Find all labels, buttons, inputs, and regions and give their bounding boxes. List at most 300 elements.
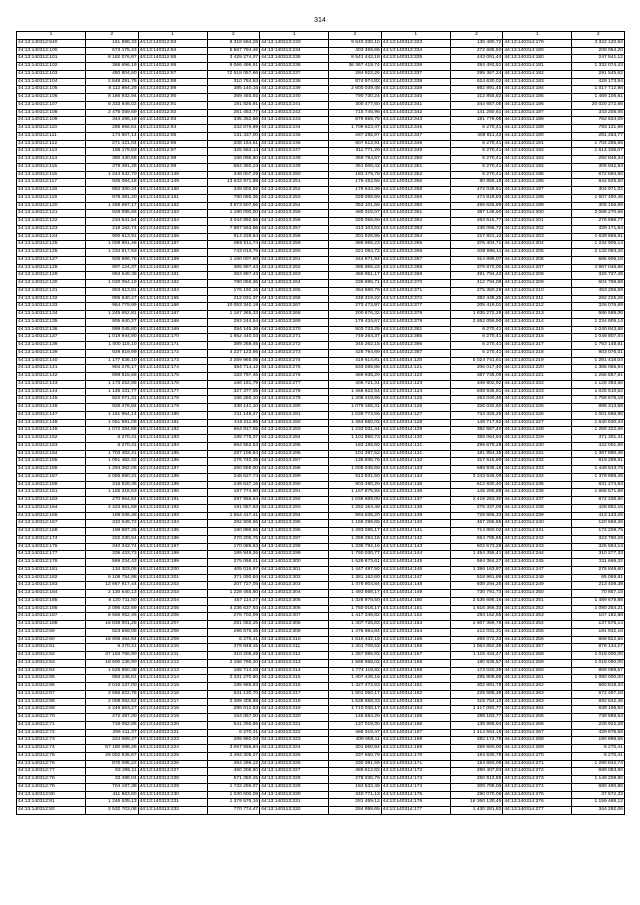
cadastral-number-cell: 44:13:140313:305 bbox=[260, 597, 329, 605]
cadastral-number-cell: 44:13:140312:127 bbox=[17, 256, 86, 264]
table-row bbox=[17, 427, 625, 435]
table-row bbox=[17, 783, 625, 791]
cadastral-value-cell: 385 140,16 bbox=[207, 86, 260, 94]
cadastral-number-cell: 44:13:140312:61 bbox=[17, 644, 86, 652]
cadastral-value-cell: 63 295,11 bbox=[86, 768, 139, 776]
cadastral-value-cell: 349 802,92 bbox=[450, 380, 503, 388]
cadastral-number-cell: 44:13:140312:154 bbox=[17, 450, 86, 458]
cadastral-number-cell: 44:13:140314:217 bbox=[503, 342, 572, 350]
cadastral-value-cell: 186 095,60 bbox=[207, 156, 260, 164]
cadastral-value-cell: 344 657,05 bbox=[450, 101, 503, 109]
cadastral-value-cell: 2 132 093,20 bbox=[572, 249, 625, 257]
cadastral-number-cell: 44:13:140314:232 bbox=[503, 458, 572, 466]
cadastral-value-cell: 358 064,94 bbox=[450, 435, 503, 443]
table-row bbox=[17, 450, 625, 458]
cadastral-number-cell: 44:13:140314:126 bbox=[381, 404, 450, 412]
table-row bbox=[17, 187, 625, 195]
cadastral-number-cell: 44:13:140314:207 bbox=[503, 264, 572, 272]
cadastral-value-cell: 1 464 650,03 bbox=[329, 419, 382, 427]
cadastral-value-cell: 1 025 510,62 bbox=[572, 388, 625, 396]
cadastral-number-cell: 44:13:140314:169 bbox=[381, 745, 450, 753]
cadastral-value-cell: 276 596,77 bbox=[572, 218, 625, 226]
cadastral-number-cell: 44:13:140314:203 bbox=[503, 233, 572, 241]
cadastral-number-cell: 44:13:140314:222 bbox=[503, 380, 572, 388]
cadastral-value-cell: 218 162,74 bbox=[86, 225, 139, 233]
cadastral-value-cell: 8 333 846,02 bbox=[86, 101, 139, 109]
cadastral-number-cell: 44:13:140312:100 bbox=[17, 47, 86, 55]
cadastral-value-cell: 312 855,82 bbox=[450, 94, 503, 102]
cadastral-number-cell: 44:13:140313:170 bbox=[138, 334, 207, 342]
cadastral-number-cell: 44:13:140312:85 bbox=[138, 55, 207, 63]
cadastral-value-cell: 284 493,51 bbox=[450, 63, 503, 71]
cadastral-number-cell: 44:13:140313:293 bbox=[260, 504, 329, 512]
cadastral-value-cell: 5 567 794,46 bbox=[207, 47, 260, 55]
cadastral-number-cell: 44:13:140314:171 bbox=[381, 760, 450, 768]
cadastral-value-cell: 739 588,54 bbox=[572, 714, 625, 722]
cadastral-number-cell: 44:13:140313:252 bbox=[260, 187, 329, 195]
cadastral-number-cell: 44:13:140313:295 bbox=[260, 520, 329, 528]
cadastral-value-cell: 1 369 284,16 bbox=[329, 535, 382, 543]
cadastral-number-cell: 44:13:140314:208 bbox=[503, 272, 572, 280]
cadastral-number-cell: 44:13:140313:229 bbox=[138, 783, 207, 791]
cadastral-value-cell: 335 352,66 bbox=[207, 117, 260, 125]
cadastral-number-cell: 44:13:140314:148 bbox=[381, 582, 450, 590]
cadastral-value-cell: 299 411,37 bbox=[86, 729, 139, 737]
cadastral-value-cell: 1 049 807,04 bbox=[572, 334, 625, 342]
cadastral-value-cell: 6 270,41 bbox=[450, 342, 503, 350]
cadastral-number-cell: 44:13:140313:200 bbox=[138, 566, 207, 574]
cadastral-value-cell: 198 179,63 bbox=[86, 148, 139, 156]
cadastral-value-cell: 141 260,61 bbox=[450, 109, 503, 117]
cadastral-number-cell: 44:13:140312:81 bbox=[17, 799, 86, 807]
cadastral-number-cell: 44:13:140313:321 bbox=[260, 721, 329, 729]
cadastral-number-cell: 44:13:140313:223 bbox=[138, 737, 207, 745]
cadastral-value-cell: 1 568 958,02 bbox=[329, 659, 382, 667]
cadastral-number-cell: 44:13:140313:361 bbox=[381, 210, 450, 218]
table-row bbox=[17, 70, 625, 78]
cadastral-number-cell: 44:13:140313:210 bbox=[138, 644, 207, 652]
cadastral-value-cell: 161 898,33 bbox=[86, 39, 139, 47]
cadastral-number-cell: 44:13:140313:167 bbox=[138, 311, 207, 319]
cadastral-value-cell: 190 888,56 bbox=[207, 528, 260, 536]
table-row bbox=[17, 225, 625, 233]
cadastral-number-cell: 44:13:140314:214 bbox=[503, 318, 572, 326]
cadastral-value-cell: 212 031,31 bbox=[450, 628, 503, 636]
cadastral-value-cell: 699 083,60 bbox=[572, 768, 625, 776]
cadastral-number-cell: 44:13:140313:292 bbox=[260, 497, 329, 505]
cadastral-value-cell: 560 819,34 bbox=[572, 683, 625, 691]
cadastral-number-cell: 44:13:140312:109 bbox=[17, 117, 86, 125]
cadastral-number-cell: 44:13:140312:66 bbox=[17, 683, 86, 691]
cadastral-value-cell: 8 566 052,46 bbox=[86, 613, 139, 621]
cadastral-value-cell: 310 277,33 bbox=[572, 551, 625, 559]
cadastral-value-cell: 1 019 000,00 bbox=[572, 652, 625, 660]
cadastral-number-cell: 44:13:140313:175 bbox=[138, 373, 207, 381]
cadastral-value-cell: 714 850,02 bbox=[450, 528, 503, 536]
cadastral-number-cell: 44:13:140313:315 bbox=[260, 675, 329, 683]
cadastral-number-cell: 44:13:140313:150 bbox=[138, 187, 207, 195]
cadastral-value-cell: 770 774,47 bbox=[207, 807, 260, 815]
cadastral-value-cell: 1 475 984,84 bbox=[329, 628, 382, 636]
cadastral-value-cell: 1 246 535,13 bbox=[86, 799, 139, 807]
cadastral-value-cell: 831 274,84 bbox=[572, 481, 625, 489]
cadastral-value-cell: 371 090,84 bbox=[207, 574, 260, 582]
cadastral-number-cell: 44:13:140313:339 bbox=[381, 86, 450, 94]
cadastral-value-cell: 4 423 561,69 bbox=[86, 504, 139, 512]
table-row bbox=[17, 55, 625, 63]
cadastral-value-cell: 310 205,49 bbox=[207, 652, 260, 660]
cadastral-number-cell: 44:13:140314:174 bbox=[381, 783, 450, 791]
cadastral-value-cell: 263 615,77 bbox=[450, 218, 503, 226]
cadastral-value-cell: 340 343,74 bbox=[86, 543, 139, 551]
cadastral-value-cell: 191 057,63 bbox=[207, 504, 260, 512]
cadastral-number-cell: 44:13:140313:243 bbox=[260, 117, 329, 125]
cadastral-value-cell: 275 066,41 bbox=[207, 559, 260, 567]
table-row bbox=[17, 675, 625, 683]
cadastral-value-cell: 411 863,60 bbox=[86, 791, 139, 799]
cadastral-number-cell: 44:13:140312:79 bbox=[17, 783, 86, 791]
cadastral-value-cell: 238 096,72 bbox=[450, 225, 503, 233]
cadastral-number-cell: 44:13:140313:155 bbox=[138, 225, 207, 233]
column-header: 1 bbox=[503, 32, 572, 40]
cadastral-value-cell: 819 299,81 bbox=[572, 458, 625, 466]
cadastral-number-cell: 44:13:140312:156 bbox=[17, 466, 86, 474]
cadastral-value-cell: 443 091,44 bbox=[450, 55, 503, 63]
cadastral-number-cell: 44:13:140313:359 bbox=[381, 194, 450, 202]
cadastral-value-cell: 905 640,27 bbox=[86, 318, 139, 326]
cadastral-number-cell: 44:13:140314:197 bbox=[503, 187, 572, 195]
cadastral-value-cell: 273 473,97 bbox=[329, 303, 382, 311]
cadastral-value-cell: 179 634,36 bbox=[329, 187, 382, 195]
cadastral-value-cell: 181 854,35 bbox=[450, 450, 503, 458]
cadastral-number-cell: 44:13:140312:97 bbox=[138, 148, 207, 156]
cadastral-value-cell: 2 648 291,76 bbox=[86, 78, 139, 86]
cadastral-value-cell: 1 385 065,84 bbox=[572, 365, 625, 373]
cadastral-number-cell: 44:13:140314:139 bbox=[381, 512, 450, 520]
cadastral-number-cell: 44:13:140314:238 bbox=[503, 504, 572, 512]
cadastral-value-cell: 348 007,29 bbox=[207, 171, 260, 179]
cadastral-number-cell: 44:13:140313:302 bbox=[260, 574, 329, 582]
cadastral-value-cell: 9 640 330,10 bbox=[329, 39, 382, 47]
cadastral-value-cell: 1 177 536,10 bbox=[86, 357, 139, 365]
table-row bbox=[17, 652, 625, 660]
cadastral-number-cell: 44:13:140313:368 bbox=[381, 264, 450, 272]
cadastral-value-cell: 213 408,39 bbox=[572, 582, 625, 590]
cadastral-number-cell: 44:13:140314:131 bbox=[381, 450, 450, 458]
column-header: 1 bbox=[260, 32, 329, 40]
cadastral-value-cell: 4 227 123,66 bbox=[207, 349, 260, 357]
cadastral-number-cell: 44:13:140314:219 bbox=[503, 357, 572, 365]
table-row bbox=[17, 295, 625, 303]
cadastral-number-cell: 44:13:140313:244 bbox=[260, 125, 329, 133]
cadastral-number-cell: 44:13:140313:262 bbox=[260, 264, 329, 272]
cadastral-number-cell: 44:13:140313:282 bbox=[260, 419, 329, 427]
cadastral-value-cell: 1 234 905,14 bbox=[572, 241, 625, 249]
cadastral-number-cell: 44:13:140314:180 bbox=[503, 47, 572, 55]
cadastral-value-cell: 18 360 130,46 bbox=[450, 799, 503, 807]
cadastral-value-cell: 6 270,41 bbox=[572, 745, 625, 753]
cadastral-number-cell: 44:13:140314:130 bbox=[381, 435, 450, 443]
cadastral-value-cell: 907 124,37 bbox=[86, 264, 139, 272]
cadastral-number-cell: 44:13:140312:120 bbox=[17, 202, 86, 210]
cadastral-value-cell: 1 501 050,17 bbox=[329, 690, 382, 698]
table-row bbox=[17, 621, 625, 629]
cadastral-number-cell: 44:13:140313:183 bbox=[138, 435, 207, 443]
cadastral-number-cell: 44:13:140313:263 bbox=[260, 272, 329, 280]
cadastral-number-cell: 44:13:140313:159 bbox=[138, 256, 207, 264]
cadastral-number-cell: 44:13:140313:182 bbox=[138, 427, 207, 435]
cadastral-number-cell: 44:13:140312:163 bbox=[17, 497, 86, 505]
cadastral-value-cell: 26 002 536,67 bbox=[86, 752, 139, 760]
cadastral-value-cell: 164 057,00 bbox=[207, 714, 260, 722]
cadastral-value-cell: 269 493,92 bbox=[207, 94, 260, 102]
cadastral-number-cell: 44:13:140312:110 bbox=[17, 125, 86, 133]
cadastral-number-cell: 44:13:140312:186 bbox=[17, 605, 86, 613]
cadastral-value-cell: 263 040,46 bbox=[450, 396, 503, 404]
cadastral-value-cell: 187 774,90 bbox=[207, 489, 260, 497]
table-row bbox=[17, 303, 625, 311]
cadastral-value-cell: 1 167 875,93 bbox=[329, 489, 382, 497]
cadastral-number-cell: 44:13:140313:166 bbox=[138, 303, 207, 311]
cadastral-number-cell: 44:13:140312:117 bbox=[17, 179, 86, 187]
cadastral-number-cell: 44:13:140313:370 bbox=[381, 280, 450, 288]
cadastral-number-cell: 44:13:140313:207 bbox=[138, 621, 207, 629]
cadastral-number-cell: 44:13:140313:366 bbox=[381, 249, 450, 257]
table-row bbox=[17, 241, 625, 249]
cadastral-value-cell: 405 016,97 bbox=[207, 566, 260, 574]
cadastral-number-cell: 44:13:140314:162 bbox=[381, 690, 450, 698]
cadastral-value-cell: 903 490,29 bbox=[329, 481, 382, 489]
cadastral-number-cell: 44:13:140312:175 bbox=[17, 543, 86, 551]
table-row bbox=[17, 163, 625, 171]
cadastral-value-cell: 1 328 978,50 bbox=[329, 597, 382, 605]
cadastral-value-cell: 392 448,25 bbox=[450, 295, 503, 303]
cadastral-number-cell: 44:13:140313:148 bbox=[138, 171, 207, 179]
table-row bbox=[17, 613, 625, 621]
cadastral-number-cell: 44:13:140314:161 bbox=[381, 683, 450, 691]
cadastral-number-cell: 44:13:140312:129 bbox=[17, 272, 86, 280]
table-row bbox=[17, 504, 625, 512]
cadastral-number-cell: 44:13:140312:76 bbox=[17, 760, 86, 768]
cadastral-number-cell: 44:13:140314:185 bbox=[503, 94, 572, 102]
cadastral-number-cell: 44:13:140314:205 bbox=[503, 249, 572, 257]
cadastral-value-cell: 384 714,12 bbox=[207, 365, 260, 373]
cadastral-value-cell: 913 831,50 bbox=[329, 473, 382, 481]
cadastral-number-cell: 44:13:140314:206 bbox=[503, 256, 572, 264]
cadastral-value-cell: 406 721,31 bbox=[329, 380, 382, 388]
cadastral-value-cell: 351 506,43 bbox=[329, 163, 382, 171]
cadastral-value-cell: 2 246 563,27 bbox=[86, 706, 139, 714]
cadastral-value-cell: 120 658,26 bbox=[572, 520, 625, 528]
cadastral-value-cell: 839 936,81 bbox=[450, 388, 503, 396]
cadastral-number-cell: 44:13:140314:158 bbox=[381, 659, 450, 667]
cadastral-value-cell: 72 518 067,66 bbox=[207, 70, 260, 78]
cadastral-number-cell: 44:13:140314:170 bbox=[381, 752, 450, 760]
cadastral-value-cell: 1 080 000,00 bbox=[572, 675, 625, 683]
cadastral-number-cell: 44:13:140312:168 bbox=[17, 528, 86, 536]
cadastral-number-cell: 44:13:140313:227 bbox=[138, 768, 207, 776]
cadastral-value-cell: 209 064,20 bbox=[572, 47, 625, 55]
cadastral-value-cell: 285 808,88 bbox=[450, 675, 503, 683]
cadastral-value-cell: 1 493 285,17 bbox=[329, 528, 382, 536]
cadastral-number-cell: 44:13:140312:83 bbox=[138, 39, 207, 47]
cadastral-number-cell: 44:13:140314:182 bbox=[503, 70, 572, 78]
cadastral-value-cell: 12 667 917,44 bbox=[86, 582, 139, 590]
cadastral-number-cell: 44:13:140314:164 bbox=[381, 706, 450, 714]
cadastral-number-cell: 44:13:140312:184 bbox=[17, 590, 86, 598]
cadastral-value-cell: 6 270,41 bbox=[450, 140, 503, 148]
cadastral-number-cell: 44:13:140314:228 bbox=[503, 427, 572, 435]
table-row bbox=[17, 435, 625, 443]
cadastral-number-cell: 44:13:140314:199 bbox=[503, 202, 572, 210]
cadastral-number-cell: 44:13:140313:301 bbox=[260, 566, 329, 574]
cadastral-number-cell: 44:13:140313:272 bbox=[260, 342, 329, 350]
cadastral-value-cell: 181 779,05 bbox=[450, 117, 503, 125]
cadastral-number-cell: 44:13:140313:240 bbox=[260, 94, 329, 102]
cadastral-value-cell: 1 019 944,90 bbox=[86, 334, 139, 342]
cadastral-number-cell: 44:13:140314:149 bbox=[381, 590, 450, 598]
cadastral-value-cell: 302 891,78 bbox=[450, 683, 503, 691]
cadastral-value-cell: 1 268 597,17 bbox=[86, 202, 139, 210]
cadastral-number-cell: 44:13:140312:113 bbox=[17, 148, 86, 156]
table-row bbox=[17, 334, 625, 342]
cadastral-number-cell: 44:13:140313:324 bbox=[260, 745, 329, 753]
cadastral-number-cell: 44:13:140312:124 bbox=[17, 233, 86, 241]
cadastral-number-cell: 44:13:140314:233 bbox=[503, 466, 572, 474]
cadastral-number-cell: 44:13:140313:254 bbox=[260, 202, 329, 210]
cadastral-value-cell: 844 825,50 bbox=[572, 179, 625, 187]
cadastral-value-cell: 6 270,41 bbox=[450, 326, 503, 334]
cadastral-value-cell: 363 997,43 bbox=[207, 272, 260, 280]
cadastral-value-cell: 311 771,29 bbox=[329, 148, 382, 156]
cadastral-number-cell: 44:13:140312:99 bbox=[138, 163, 207, 171]
cadastral-value-cell: 186 265,10 bbox=[207, 396, 260, 404]
cadastral-value-cell: 217 821,12 bbox=[450, 233, 503, 241]
cadastral-number-cell: 44:13:140314:156 bbox=[381, 644, 450, 652]
cadastral-value-cell: 200 676,32 bbox=[329, 311, 382, 319]
cadastral-value-cell: 348 319,22 bbox=[329, 295, 382, 303]
cadastral-value-cell: 1 180 000,00 bbox=[207, 210, 260, 218]
cadastral-value-cell: 1 759 676,19 bbox=[572, 396, 625, 404]
cadastral-number-cell: 44:13:140313:158 bbox=[138, 249, 207, 257]
cadastral-number-cell: 44:13:140312:181 bbox=[17, 566, 86, 574]
cadastral-number-cell: 44:13:140314:122 bbox=[381, 373, 450, 381]
cadastral-value-cell: 4 987 046,86 bbox=[572, 264, 625, 272]
cadastral-value-cell: 301 926,95 bbox=[329, 233, 382, 241]
cadastral-value-cell: 135 936,76 bbox=[329, 458, 382, 466]
cadastral-number-cell: 44:13:140313:257 bbox=[260, 225, 329, 233]
cadastral-number-cell: 44:13:140313:264 bbox=[260, 280, 329, 288]
cadastral-number-cell: 44:13:140312:149 bbox=[17, 427, 86, 435]
cadastral-value-cell: 183 179,78 bbox=[329, 171, 382, 179]
cadastral-number-cell: 44:13:140313:385 bbox=[381, 334, 450, 342]
cadastral-number-cell: 44:13:140314:250 bbox=[503, 590, 572, 598]
cadastral-number-cell: 44:13:140313:221 bbox=[138, 729, 207, 737]
cadastral-number-cell: 44:13:140313:216 bbox=[138, 690, 207, 698]
cadastral-value-cell: 572 497,16 bbox=[572, 690, 625, 698]
cadastral-value-cell: 903 613,91 bbox=[86, 287, 139, 295]
cadastral-value-cell: 183 155,60 bbox=[329, 442, 382, 450]
cadastral-number-cell: 44:13:140313:211 bbox=[138, 652, 207, 660]
cadastral-number-cell: 44:13:140313:248 bbox=[260, 156, 329, 164]
cadastral-value-cell: 1 159 488,12 bbox=[572, 799, 625, 807]
cadastral-number-cell: 44:13:140313:198 bbox=[138, 551, 207, 559]
cadastral-value-cell: 979 134,27 bbox=[572, 644, 625, 652]
cadastral-value-cell: 453 255,59 bbox=[572, 287, 625, 295]
table-row bbox=[17, 171, 625, 179]
cadastral-value-cell: 365 997,43 bbox=[207, 264, 260, 272]
table-row bbox=[17, 799, 625, 807]
cadastral-number-cell: 44:13:140313:226 bbox=[138, 760, 207, 768]
cadastral-number-cell: 44:13:140312:71 bbox=[17, 721, 86, 729]
cadastral-value-cell: 281 459,12 bbox=[329, 799, 382, 807]
cadastral-number-cell: 44:13:140313:237 bbox=[260, 70, 329, 78]
cadastral-number-cell: 44:13:140313:261 bbox=[260, 256, 329, 264]
table-row bbox=[17, 644, 625, 652]
cadastral-value-cell: 1 668 571,88 bbox=[572, 489, 625, 497]
cadastral-value-cell: 922 071,31 bbox=[86, 396, 139, 404]
cadastral-value-cell: 5 024 741,61 bbox=[450, 357, 503, 365]
cadastral-value-cell: 349 802,92 bbox=[207, 187, 260, 195]
cadastral-number-cell: 44:13:140313:328 bbox=[260, 776, 329, 784]
cadastral-value-cell: 895 313,58 bbox=[572, 404, 625, 412]
cadastral-value-cell: 1 173 252,85 bbox=[86, 380, 139, 388]
cadastral-number-cell: 44:13:140313:350 bbox=[381, 156, 450, 164]
cadastral-value-cell: 107 182,88 bbox=[572, 613, 625, 621]
cadastral-value-cell: 392 667,40 bbox=[450, 427, 503, 435]
cadastral-number-cell: 44:13:140312:134 bbox=[17, 311, 86, 319]
cadastral-number-cell: 44:13:140313:266 bbox=[260, 295, 329, 303]
cadastral-number-cell: 44:13:140313:205 bbox=[138, 605, 207, 613]
cadastral-number-cell: 44:13:140314:173 bbox=[381, 776, 450, 784]
cadastral-number-cell: 44:13:140313:153 bbox=[138, 210, 207, 218]
table-row bbox=[17, 109, 625, 117]
cadastral-number-cell: 44:13:140313:224 bbox=[138, 745, 207, 753]
cadastral-number-cell: 44:13:140313:161 bbox=[138, 272, 207, 280]
cadastral-value-cell: 870 095,22 bbox=[86, 760, 139, 768]
cadastral-value-cell: 1 709 823,47 bbox=[329, 125, 382, 133]
cadastral-value-cell: 37 572,33 bbox=[572, 791, 625, 799]
cadastral-value-cell: 18 600 136,90 bbox=[86, 659, 139, 667]
cadastral-number-cell: 44:13:140313:249 bbox=[260, 163, 329, 171]
cadastral-value-cell: 293 244,64 bbox=[207, 318, 260, 326]
cadastral-number-cell: 44:13:140314:255 bbox=[503, 628, 572, 636]
table-row bbox=[17, 148, 625, 156]
cadastral-number-cell: 44:13:140313:356 bbox=[381, 179, 450, 187]
cadastral-value-cell: 191 942,16 bbox=[572, 628, 625, 636]
cadastral-number-cell: 44:13:140313:304 bbox=[260, 590, 329, 598]
table-row bbox=[17, 458, 625, 466]
cadastral-value-cell: 8 112 864,29 bbox=[86, 86, 139, 94]
cadastral-number-cell: 44:13:140314:141 bbox=[381, 528, 450, 536]
cadastral-number-cell: 44:13:140314:198 bbox=[503, 194, 572, 202]
cadastral-value-cell: 807 612,91 bbox=[329, 140, 382, 148]
cadastral-number-cell: 44:13:140313:281 bbox=[260, 411, 329, 419]
cadastral-number-cell: 44:13:140313:363 bbox=[381, 225, 450, 233]
cadastral-number-cell: 44:13:140313:246 bbox=[260, 140, 329, 148]
cadastral-value-cell: 743 013,76 bbox=[207, 249, 260, 257]
cadastral-value-cell: 704 197,38 bbox=[86, 783, 139, 791]
cadastral-value-cell: 385 965,23 bbox=[329, 264, 382, 272]
cadastral-number-cell: 44:13:140312:188 bbox=[17, 621, 86, 629]
cadastral-value-cell: 790 730,24 bbox=[329, 94, 382, 102]
cadastral-number-cell: 44:13:140313:192 bbox=[138, 504, 207, 512]
cadastral-number-cell: 44:13:140314:120 bbox=[381, 357, 450, 365]
table-row bbox=[17, 543, 625, 551]
cadastral-number-cell: 44:13:140314:225 bbox=[503, 404, 572, 412]
cadastral-value-cell: 459 625,89 bbox=[450, 202, 503, 210]
cadastral-number-cell: 44:13:140314:210 bbox=[503, 287, 572, 295]
